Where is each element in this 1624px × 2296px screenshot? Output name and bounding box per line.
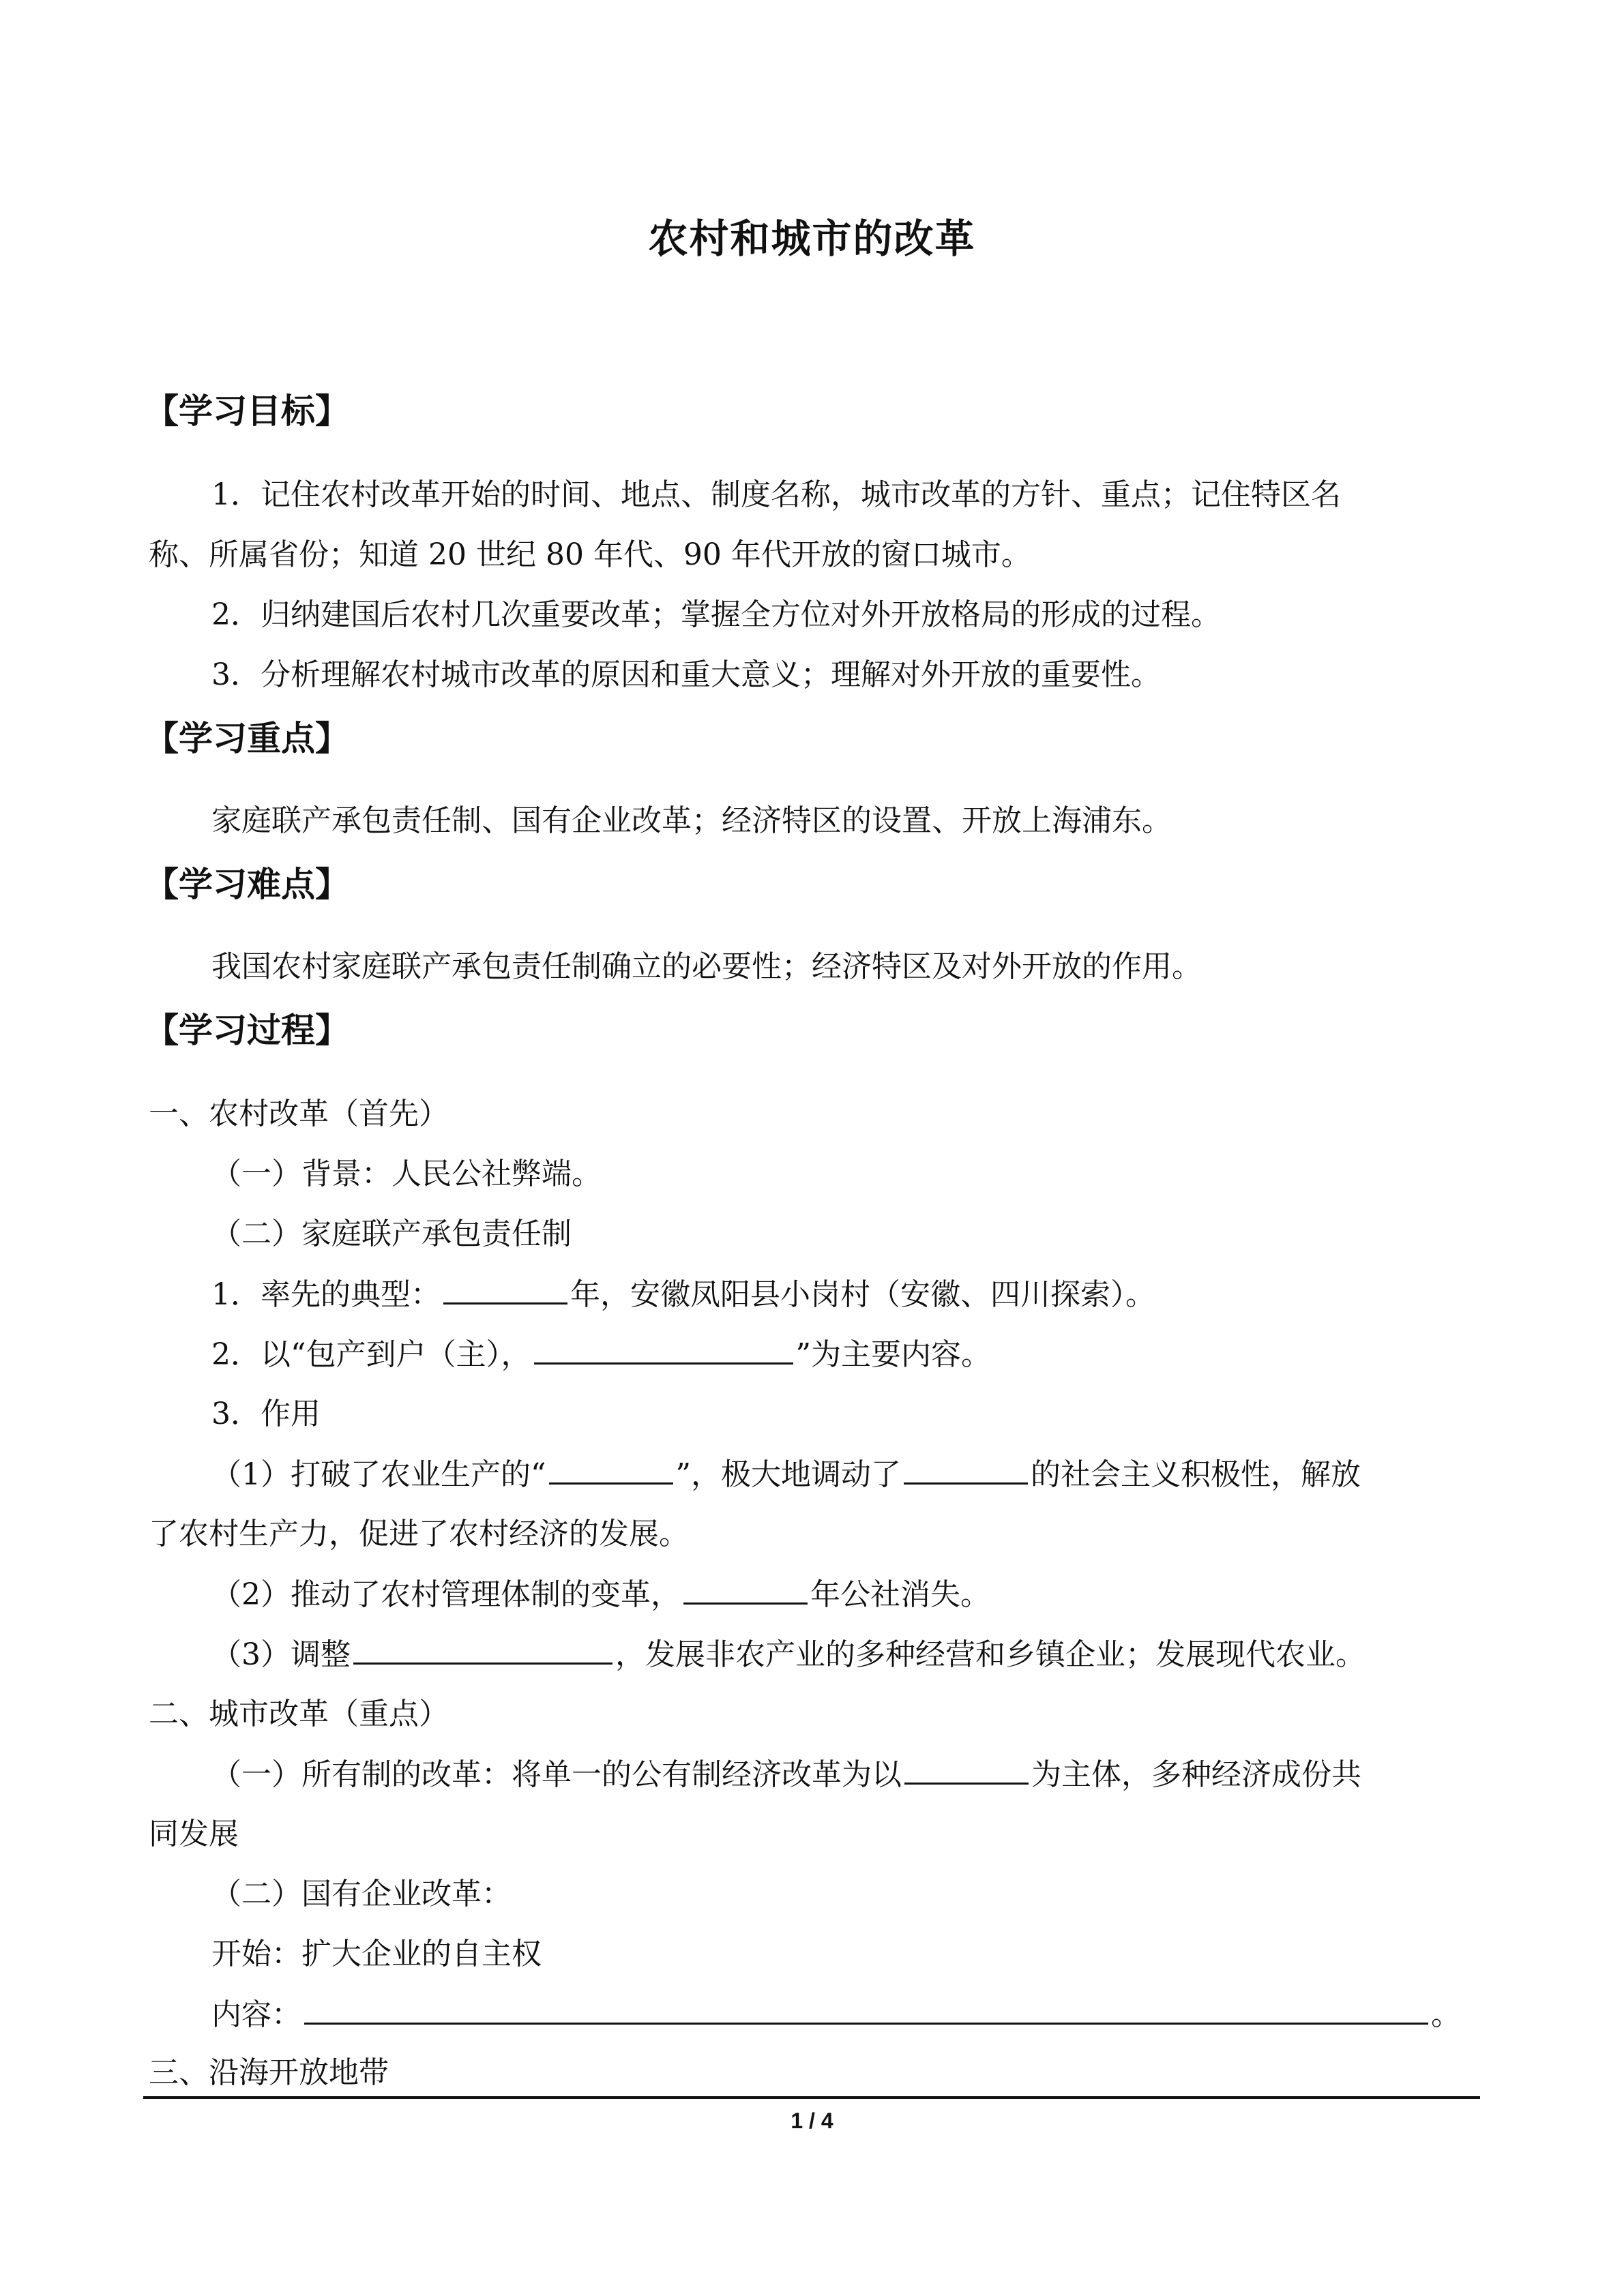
content-suffix: 。 [1431,1997,1461,2032]
effect-3-suffix: ，发展非农产业的多种经营和乡镇企业；发展现代农业。 [615,1637,1365,1672]
effect-3-prefix: （3）调整 [211,1637,351,1672]
fill-blank-content[interactable] [534,1332,793,1365]
section-1-responsibility-system: （二）家庭联产承包责任制 [211,1217,572,1251]
objective-item-3: 3．分析理解农村城市改革的原因和重大意义；理解对外开放的重要性。 [211,657,1161,692]
section-1-item-1 [211,1272,1155,1317]
objective-item-2: 2．归纳建国后农村几次重要改革；掌握全方位对外开放格局的形成的过程。 [211,597,1221,632]
content-prefix: 内容： [211,1997,301,2032]
fill-blank-long-content[interactable] [304,1993,1428,2025]
section-2-start: 开始：扩大企业的自主权 [211,1937,542,1971]
difficulties-heading: 【学习难点】 [145,865,349,904]
section-2-ownership-line-2: 同发展 [149,1817,239,1851]
section-2-state-enterprise: （二）国有企业改革： [211,1877,512,1911]
section-1-item-3: 3．作用 [211,1397,321,1431]
item-2-suffix: ”为主要内容。 [795,1337,991,1372]
section-2-title: 二、城市改革（重点） [149,1697,449,1731]
process-heading: 【学习过程】 [145,1011,349,1050]
document-title: 农村和城市的改革 [648,215,976,262]
section-2-content [211,1993,1461,2037]
section-1-title: 一、农村改革（首先） [149,1097,449,1131]
page-number: 1 / 4 [791,2108,833,2133]
effect-1-suffix: 的社会主义积极性，解放 [1031,1457,1361,1492]
item-1-suffix: 年，安徽凤阳县小岗村（安徽、四川探索）。 [570,1277,1155,1312]
objective-item-1-line-1: 1．记住农村改革开始的时间、地点、制度名称，城市改革的方针、重点；记住特区名 [211,477,1341,512]
ownership-suffix: 为主体，多种经济成份共 [1031,1757,1361,1792]
item-2-prefix: 2．以“包产到户（主）， [211,1337,531,1372]
effect-1-middle: ”，极大地调动了 [675,1457,901,1492]
item-1-prefix: 1．率先的典型： [211,1277,441,1312]
key-points-heading: 【学习重点】 [145,719,349,758]
difficulties-text: 我国农村家庭联产承包责任制确立的必要性；经济特区及对外开放的作用。 [211,949,1202,984]
effect-1-line-1 [211,1452,1361,1497]
effect-1-prefix: （1）打破了农业生产的“ [211,1457,546,1492]
section-1-background: （一）背景：人民公社弊端。 [211,1157,602,1191]
effect-3 [211,1632,1365,1677]
effect-2-suffix: 年公社消失。 [810,1577,990,1612]
effect-1-line-2: 了农村生产力，促进了农村经济的发展。 [149,1517,689,1551]
effect-2-prefix: （2）推动了农村管理体制的变革， [211,1577,681,1612]
fill-blank-ownership[interactable] [904,1753,1029,1785]
effect-2 [211,1572,990,1617]
fill-blank-group[interactable] [904,1452,1028,1485]
section-1-item-2 [211,1332,991,1377]
objective-item-1-line-2: 称、所属省份；知道 20 世纪 80 年代、90 年代开放的窗口城市。 [149,537,1031,572]
fill-blank-commune-year[interactable] [683,1572,808,1605]
fill-blank-structure[interactable] [353,1632,612,1665]
fill-blank-pattern[interactable] [549,1452,673,1485]
fill-blank-year[interactable] [443,1272,567,1304]
section-3-title: 三、沿海开放地带 [149,2055,389,2090]
objectives-heading: 【学习目标】 [145,391,349,431]
section-2-ownership-line-1 [211,1753,1361,1797]
key-points-text: 家庭联产承包责任制、国有企业改革；经济特区的设置、开放上海浦东。 [211,803,1172,838]
ownership-prefix: （一）所有制的改革：将单一的公有制经济改革为以 [211,1757,902,1792]
footer-divider [143,2096,1480,2099]
